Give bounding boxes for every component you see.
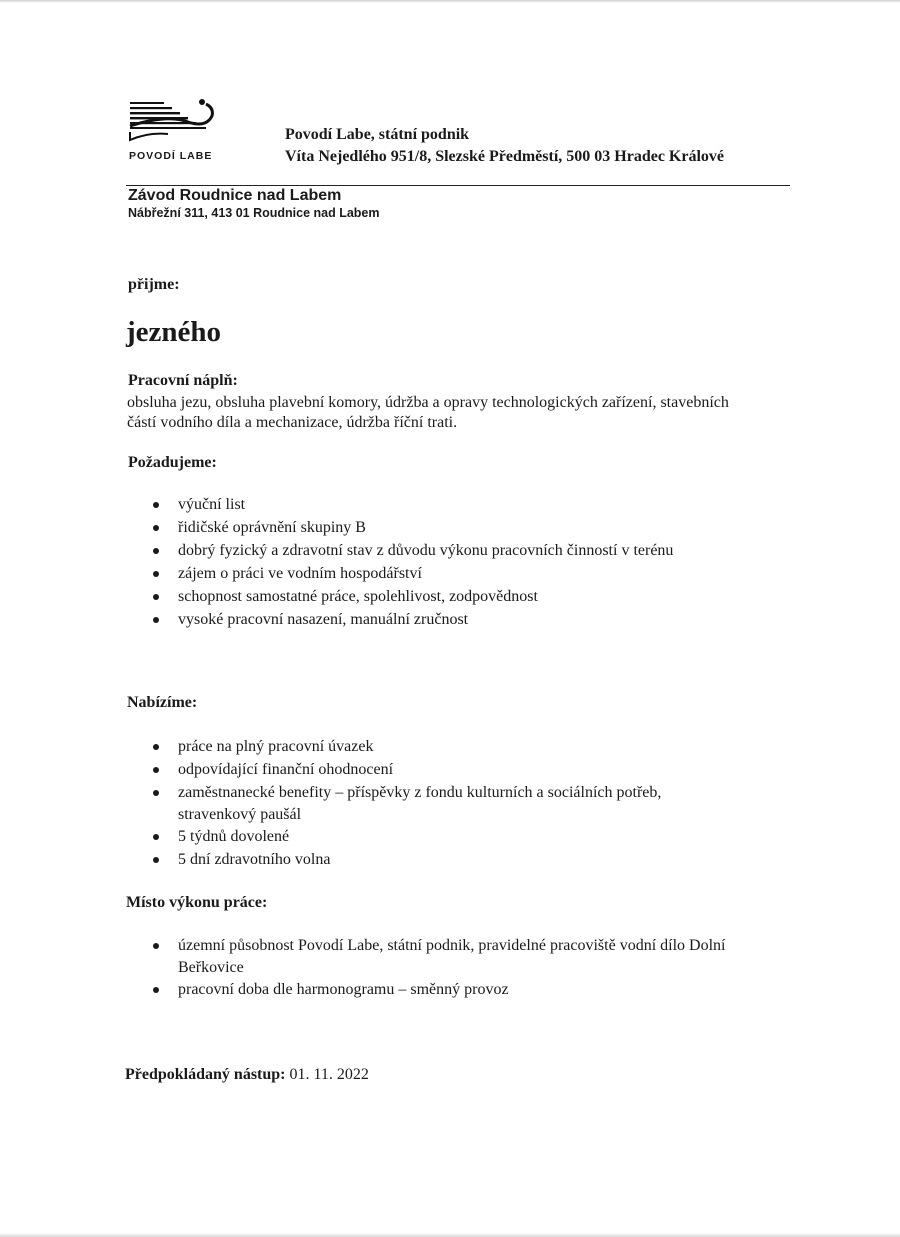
scan-edge-bottom bbox=[0, 1233, 900, 1237]
start-date-label: Předpokládaný nástup: bbox=[125, 1066, 286, 1083]
list-item: práce na plný pracovní úvazek bbox=[152, 735, 661, 758]
povodi-labe-logo bbox=[128, 96, 218, 144]
duties-heading: Pracovní náplň: bbox=[128, 372, 238, 389]
list-item: vysoké pracovní nasazení, manuální zručnost bbox=[152, 608, 673, 631]
hiring-intro: přijme: bbox=[128, 276, 180, 293]
location-list bbox=[152, 934, 725, 1001]
plant-name: Závod Roudnice nad Labem bbox=[128, 187, 342, 204]
duties-line-2: částí vodního díla a mechanizace, údržba říční trati. bbox=[127, 414, 458, 431]
logo-text: POVODÍ LABE bbox=[129, 150, 213, 162]
list-item: 5 dní zdravotního volna bbox=[152, 848, 661, 871]
position-title: jezného bbox=[126, 316, 222, 348]
offer-heading: Nabízíme: bbox=[127, 694, 198, 711]
list-item: výuční list bbox=[152, 493, 673, 516]
duties-line-1: obsluha jezu, obsluha plavební komory, údržba a opravy technologických zařízení, stavebních bbox=[127, 394, 729, 411]
location-line-2: Beřkovice bbox=[178, 959, 244, 976]
requirements-list bbox=[152, 493, 673, 631]
org-name: Povodí Labe, státní podnik bbox=[285, 126, 470, 143]
location-line-1: územní působnost Povodí Labe, státní podnik, pravidelné pracoviště vodní dílo Dolní bbox=[178, 937, 726, 954]
list-item: 5 týdnů dovolené bbox=[152, 825, 661, 848]
list-item: dobrý fyzický a zdravotní stav z důvodu výkonu pracovních činností v terénu bbox=[152, 539, 673, 562]
location-heading: Místo výkonu práce: bbox=[126, 894, 268, 911]
header-divider bbox=[126, 185, 790, 186]
scan-edge-top bbox=[0, 0, 900, 3]
list-item: schopnost samostatné práce, spolehlivost, zodpovědnost bbox=[152, 585, 673, 608]
list-item: pracovní doba dle harmonogramu – směnný provoz bbox=[152, 978, 725, 1001]
plant-address: Nábřežní 311, 413 01 Roudnice nad Labem bbox=[128, 206, 380, 220]
list-item: zájem o práci ve vodním hospodářství bbox=[152, 562, 673, 585]
list-item bbox=[152, 934, 725, 978]
requirements-heading: Požadujeme: bbox=[128, 454, 217, 471]
list-item: řidičské oprávnění skupiny B bbox=[152, 516, 673, 539]
benefits-line-2: stravenkový paušál bbox=[178, 806, 302, 823]
list-item bbox=[152, 781, 661, 825]
start-date-row bbox=[125, 1066, 369, 1084]
wave-logo-icon bbox=[128, 96, 218, 144]
offer-list bbox=[152, 735, 661, 871]
list-item: odpovídající finanční ohodnocení bbox=[152, 758, 661, 781]
start-date-value: 01. 11. 2022 bbox=[289, 1066, 369, 1083]
benefits-line-1: zaměstnanecké benefity – příspěvky z fondu kulturních a sociálních potřeb, bbox=[178, 784, 662, 801]
org-address: Víta Nejedlého 951/8, Slezské Předměstí, 500 03 Hradec Králové bbox=[285, 148, 725, 165]
